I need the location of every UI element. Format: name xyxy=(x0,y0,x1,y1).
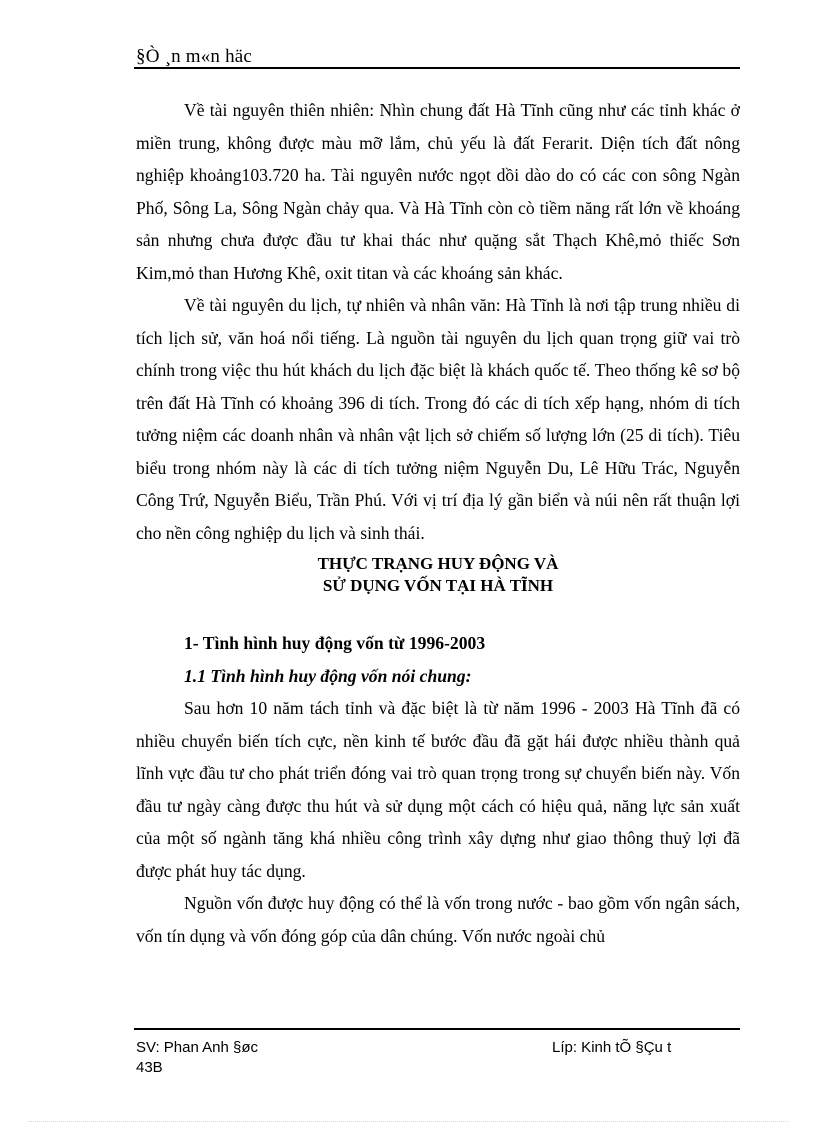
paragraph-tourism: Về tài nguyên du lịch, tự nhiên và nhân văn: Hà Tĩnh là nơi tập trung nhiều di tích lịch sử, văn hoá nổi tiếng. Là nguồn tài nguyên du lịch quan trọng giữ vai trò chính trong việc thu hút khách du lịch đặc biệt là khách quốc tế. Theo thống kê sơ bộ trên đất Hà Tĩnh có khoảng 396 di tích. Trong đó các di tích xếp hạng, nhóm di tích tưởng niệm các doanh nhân và nhân vật lịch sở chiếm số lượng lớn (25 di tích). Tiêu biểu trong nhóm này là các di tích tưởng niệm Nguyễn Du, Lê Hữu Trác, Nguyễn Công Trứ, Nguyễn Biểu, Trần Phú. Với vị trí địa lý gần biển và núi nên rất thuận lợi cho nền công nghiệp du lịch và sinh thái. xyxy=(136,295,740,543)
footer-student-name: SV: Phan Anh §øc xyxy=(136,1039,259,1056)
paragraph-sources: Nguồn vốn được huy động có thể là vốn trong nước - bao gồm vốn ngân sách, vốn tín dụng và vốn đóng góp của dân chúng. Vốn nước ngoài chủ xyxy=(136,893,740,946)
section-spacer xyxy=(136,597,740,627)
heading-1-1: 1.1 Tình hình huy động vốn nói chung: xyxy=(184,665,472,686)
paragraph-mobilization: Sau hơn 10 năm tách tỉnh và đặc biệt là từ năm 1996 - 2003 Hà Tĩnh đã có nhiều chuyển biến tích cực, nền kinh tế bước đầu đã gặt hái được nhiều thành quả lĩnh vực đầu tư cho phát triển đóng vai trò quan trọng trong sự chuyển biến này. Vốn đầu tư ngày càng được thu hút và sử dụng một cách có hiệu quả, năng lực sản xuất của một số ngành tăng khá nhiều công trình xây dựng như giao thông thuỷ lợi đã được phát huy tác dụng. xyxy=(136,698,740,881)
document-body xyxy=(136,94,740,952)
header-divider xyxy=(134,67,740,69)
heading-1: 1- Tình hình huy động vốn từ 1996-2003 xyxy=(184,633,486,653)
header-title: §Ò ¸n m«n häc xyxy=(136,46,253,67)
footer-class-code: 43B xyxy=(136,1059,163,1076)
section-title-line2: SỬ DỤNG VỐN TẠI HÀ TĨNH xyxy=(322,576,554,595)
footer-student xyxy=(136,1038,258,1078)
paragraph-natural-resources: Về tài nguyên thiên nhiên: Nhìn chung đất Hà Tĩnh cũng như các tỉnh khác ở miền trung, không được màu mỡ lắm, chủ yếu là đất Ferarit. Diện tích đất nông nghiệp khoảng103.720 ha. Tài nguyên nước ngọt dồi dào do có các con sông Ngàn Phố, Sông La, Sông Ngàn chảy qua. Và Hà Tĩnh còn cò tiềm năng rất lớn về khoáng sản nhưng chưa được đầu tư khai thác như quặng sắt Thạch Khê,mỏ thiếc Sơn Kim,mỏ than Hương Khê, oxit titan và các khoáng sản khác. xyxy=(136,100,740,283)
page-edge-divider xyxy=(28,1121,788,1122)
footer-class: Líp: Kinh tÕ §Çu t xyxy=(552,1039,672,1056)
footer-divider xyxy=(134,1028,740,1030)
section-title-line1: THỰC TRẠNG HUY ĐỘNG VÀ xyxy=(317,554,559,573)
